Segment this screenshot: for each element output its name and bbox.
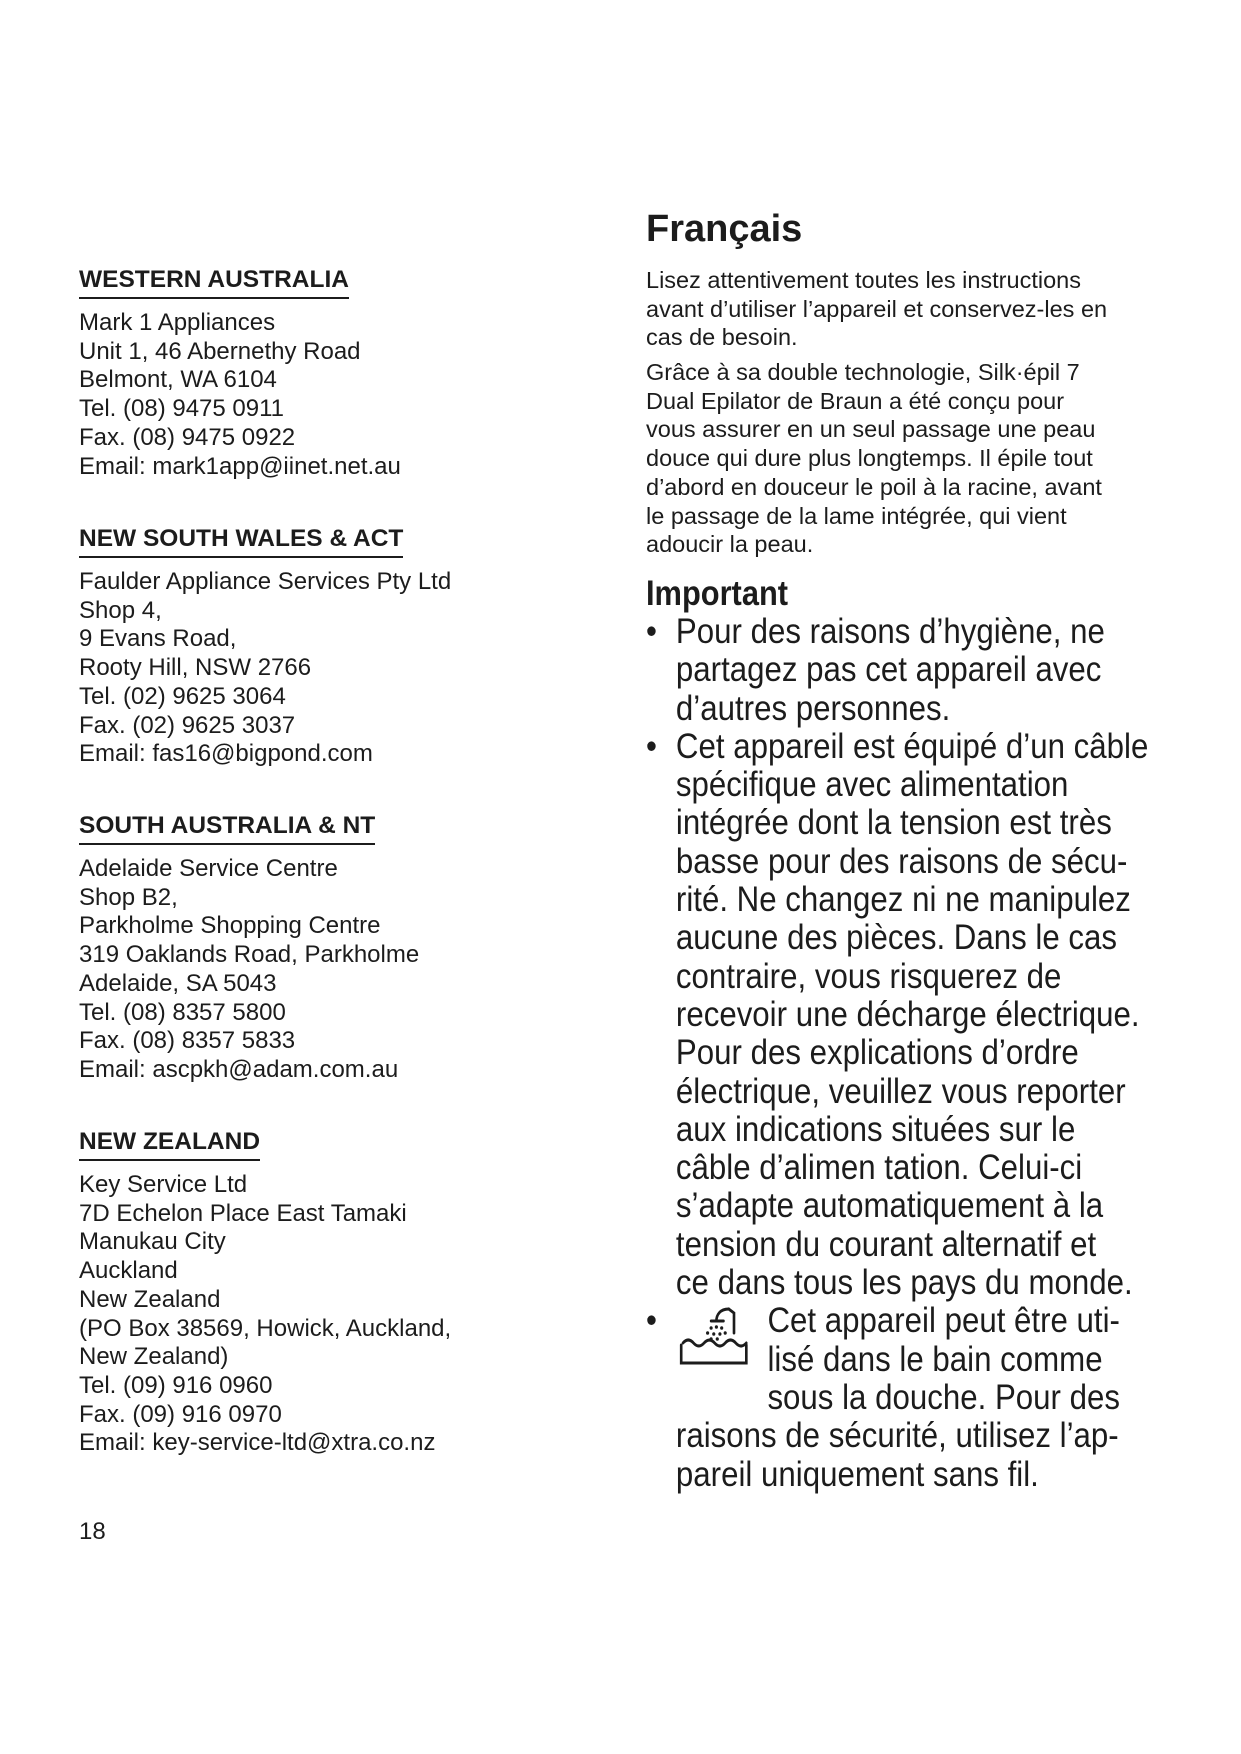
address-line: New Zealand) — [79, 1343, 229, 1371]
bath-shower-icon — [678, 1303, 750, 1371]
address-line: Shop 4, — [79, 596, 162, 624]
address-line: Adelaide, SA 5043 — [79, 969, 277, 997]
address-line: Belmont, WA 6104 — [79, 366, 277, 394]
address-line: 9 Evans Road, — [79, 625, 237, 653]
region-western-australia — [79, 265, 549, 481]
paragraph-line: Lisez attentivement toutes les instructions — [646, 267, 1081, 293]
bullet-line: sous la douche. Pour des — [767, 1376, 1120, 1417]
bullet-line: contraire, vous risquerez de — [675, 955, 1062, 996]
address-line: (PO Box 38569, Howick, Auckland, — [79, 1314, 452, 1342]
address-line: Parkholme Shopping Centre — [79, 912, 381, 940]
intro-paragraph — [646, 358, 1176, 559]
address-line: Shop B2, — [79, 883, 178, 911]
bullet-line: s’adapte automatiquement à la — [675, 1185, 1104, 1226]
page-number: 18 — [79, 1518, 106, 1545]
bullet-line: Cet appareil peut être uti- — [767, 1300, 1120, 1341]
address-line: 7D Echelon Place East Tamaki — [79, 1199, 407, 1227]
bullet-line: raisons de sécurité, utilisez l’ap- — [675, 1415, 1119, 1456]
bullet-line: pareil uniquement sans fil. — [675, 1453, 1039, 1494]
paragraph-line: avant d’utiliser l’appareil et conservez-les en — [646, 295, 1108, 322]
address-line: Rooty Hill, NSW 2766 — [79, 654, 312, 682]
bullet-line: aucune des pièces. Dans le cas — [675, 917, 1118, 958]
bullet-line: tension du courant alternatif et — [675, 1223, 1097, 1264]
bullet-dot: • — [646, 725, 657, 766]
address-line: Tel. (09) 916 0960 — [79, 1371, 273, 1399]
address-line: Auckland — [79, 1257, 178, 1285]
address-line: 319 Oaklands Road, Parkholme — [79, 941, 420, 969]
section-title: Français — [646, 208, 803, 250]
bullet-dot: • — [646, 611, 657, 651]
important-bullet-list — [646, 612, 1174, 1493]
bullet-line: partagez pas cet appareil avec — [675, 649, 1102, 690]
bullet-line: Pour des explications d’ordre — [675, 1032, 1079, 1073]
bullet-item — [646, 727, 1174, 1301]
paragraph-line: le passage de la lame intégrée, qui vient — [646, 502, 1067, 529]
bullet-line: recevoir une décharge électrique. — [675, 993, 1140, 1034]
address-block — [79, 568, 549, 769]
address-line: Key Service Ltd — [79, 1171, 248, 1198]
important-heading: Important — [646, 574, 789, 613]
address-line: Email: key-service-ltd@xtra.co.nz — [79, 1429, 436, 1457]
bullet-item — [646, 1301, 1174, 1492]
bullet-line: câble d’alimen tation. Celui-ci — [675, 1147, 1083, 1188]
bullet-line: Pour des raisons d’hygiène, ne — [675, 611, 1105, 651]
paragraph-line: douce qui dure plus longtemps. Il épile tout — [646, 445, 1093, 472]
region-heading: SOUTH AUSTRALIA & NT — [79, 811, 375, 845]
address-line: Adelaide Service Centre — [79, 855, 338, 882]
intro-paragraph — [646, 266, 1176, 352]
address-line: Fax. (08) 9475 0922 — [79, 423, 296, 451]
paragraph-line: Grâce à sa double technologie, Silk·épil 7 — [646, 359, 1080, 385]
address-line: Email: mark1app@iinet.net.au — [79, 452, 401, 480]
region-south-australia — [79, 811, 549, 1085]
address-line: Unit 1, 46 Abernethy Road — [79, 337, 361, 365]
address-line: Fax. (08) 8357 5833 — [79, 1027, 296, 1055]
address-line: Mark 1 Appliances — [79, 309, 276, 336]
address-line: Manukau City — [79, 1228, 226, 1256]
region-new-zealand — [79, 1127, 549, 1458]
address-line: Tel. (08) 9475 0911 — [79, 395, 285, 423]
paragraph-line: cas de besoin. — [646, 324, 798, 351]
paragraph-line: adoucir la peau. — [646, 531, 814, 558]
address-line: Tel. (02) 9625 3064 — [79, 682, 286, 710]
paragraph-line: d’abord en douceur le poil à la racine, avant — [646, 473, 1102, 500]
address-line: Email: ascpkh@adam.com.au — [79, 1055, 399, 1083]
paragraph-line: vous assurer en un seul passage une peau — [646, 416, 1096, 443]
bullet-line: spécifique avec alimentation — [675, 764, 1069, 805]
bullet-item — [646, 612, 1174, 727]
address-line: Email: fas16@bigpond.com — [79, 740, 373, 768]
region-heading: NEW ZEALAND — [79, 1127, 260, 1161]
bullet-line: lisé dans le bain comme — [767, 1338, 1103, 1379]
address-block — [79, 1171, 549, 1458]
bullet-line: basse pour des raisons de sécu- — [675, 840, 1128, 881]
address-block — [79, 309, 549, 481]
address-line: Fax. (09) 916 0970 — [79, 1400, 282, 1428]
address-line: Tel. (08) 8357 5800 — [79, 998, 286, 1026]
bullet-line: aux indications situées sur le — [675, 1108, 1076, 1149]
paragraph-line: Dual Epilator de Braun a été conçu pour — [646, 387, 1065, 414]
address-line: New Zealand — [79, 1285, 221, 1313]
bullet-line: d’autres personnes. — [675, 687, 951, 728]
bullet-line: intégrée dont la tension est très — [675, 802, 1112, 843]
address-line: Fax. (02) 9625 3037 — [79, 711, 296, 739]
address-block — [79, 855, 549, 1085]
region-heading: NEW SOUTH WALES & ACT — [79, 524, 403, 558]
bullet-line: ce dans tous les pays du monde. — [675, 1262, 1133, 1303]
bullet-dot: • — [646, 1300, 657, 1341]
bullet-line: électrique, veuillez vous reporter — [675, 1070, 1126, 1111]
address-line: Faulder Appliance Services Pty Ltd — [79, 568, 452, 595]
region-new-south-wales — [79, 524, 549, 769]
region-heading: WESTERN AUSTRALIA — [79, 265, 349, 299]
bullet-line: rité. Ne changez ni ne manipulez — [675, 879, 1131, 920]
bullet-line: Cet appareil est équipé d’un câble — [675, 725, 1149, 766]
